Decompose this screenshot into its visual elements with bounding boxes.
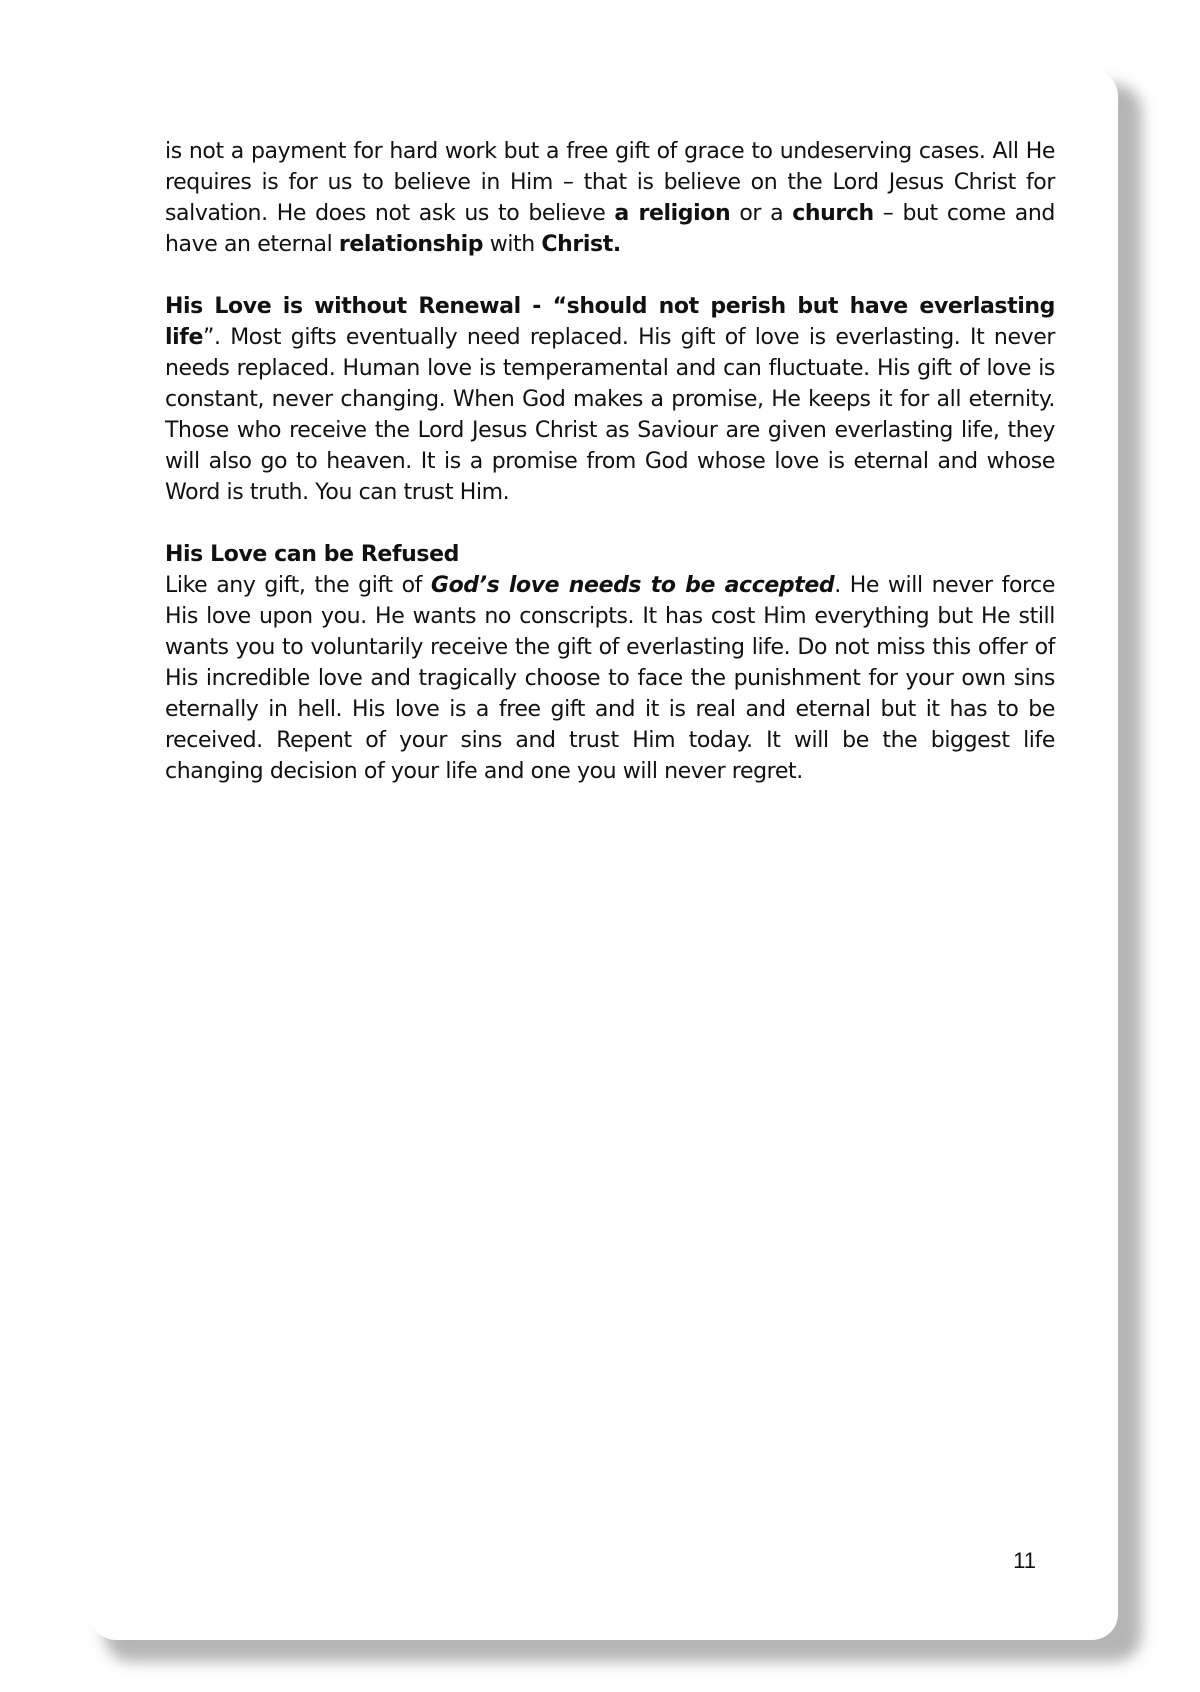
bold-phrase-church: church <box>792 201 874 226</box>
bold-phrase-christ: Christ. <box>541 232 621 257</box>
bold-phrase-relationship: relationship <box>338 232 484 257</box>
bold-italic-phrase-accepted: God’s love needs to be accepted <box>430 573 835 598</box>
paragraph-text: – but come and have an eternal <box>165 201 1055 257</box>
paragraph-salvation-gift <box>165 136 1055 260</box>
paragraph-text: or a <box>730 201 793 226</box>
paragraph-can-be-refused <box>165 539 1055 787</box>
paragraph-text: Most gifts eventually need replaced. His gift of love is everlasting. It never needs replaced. Human love is temperamental and can fluctuate. His gift of love is constant, never changing. When God makes a promise, He keeps it for all eternity. Those who receive the Lord Jesus Christ as Saviour are given everlasting life, they will also go to heaven. It is a promise from God whose love is eternal and whose Word is truth. You can trust Him. <box>165 325 1055 505</box>
paragraph-text: is not a payment for hard work but a free gift of grace to undeserving cases. All He requires is for us to believe in Him – that is believe on the Lord Jesus Christ for salvation. He does not ask us to believe <box>165 139 1055 226</box>
document-page <box>90 70 1118 1640</box>
section-heading-can-be-refused: His Love can be Refused <box>165 542 459 567</box>
paragraph-text: . He will never force His love upon you. He wants no conscripts. It has cost Him everything but He still wants you to voluntarily receive the gift of everlasting life. Do not miss this offer of His incredible love and tragically choose to face the punishment for your own sins eternally in hell. His love is a free gift and it is real and eternal but it has to be received. Repent of your sins and trust Him today. It will be the biggest life changing decision of your life and one you will never regret. <box>165 573 1055 784</box>
bold-phrase-religion: a religion <box>614 201 731 226</box>
heading-end-quote: ”. <box>202 325 221 350</box>
page-number: 11 <box>1013 1548 1036 1573</box>
page-content <box>165 136 1055 787</box>
section-heading-without-renewal: His Love is without Renewal - “should not perish but have everlasting life <box>165 294 1055 350</box>
paragraph-text: Like any gift, the gift of <box>165 573 431 598</box>
paragraph-without-renewal <box>165 291 1055 508</box>
paragraph-text: with <box>483 232 542 257</box>
